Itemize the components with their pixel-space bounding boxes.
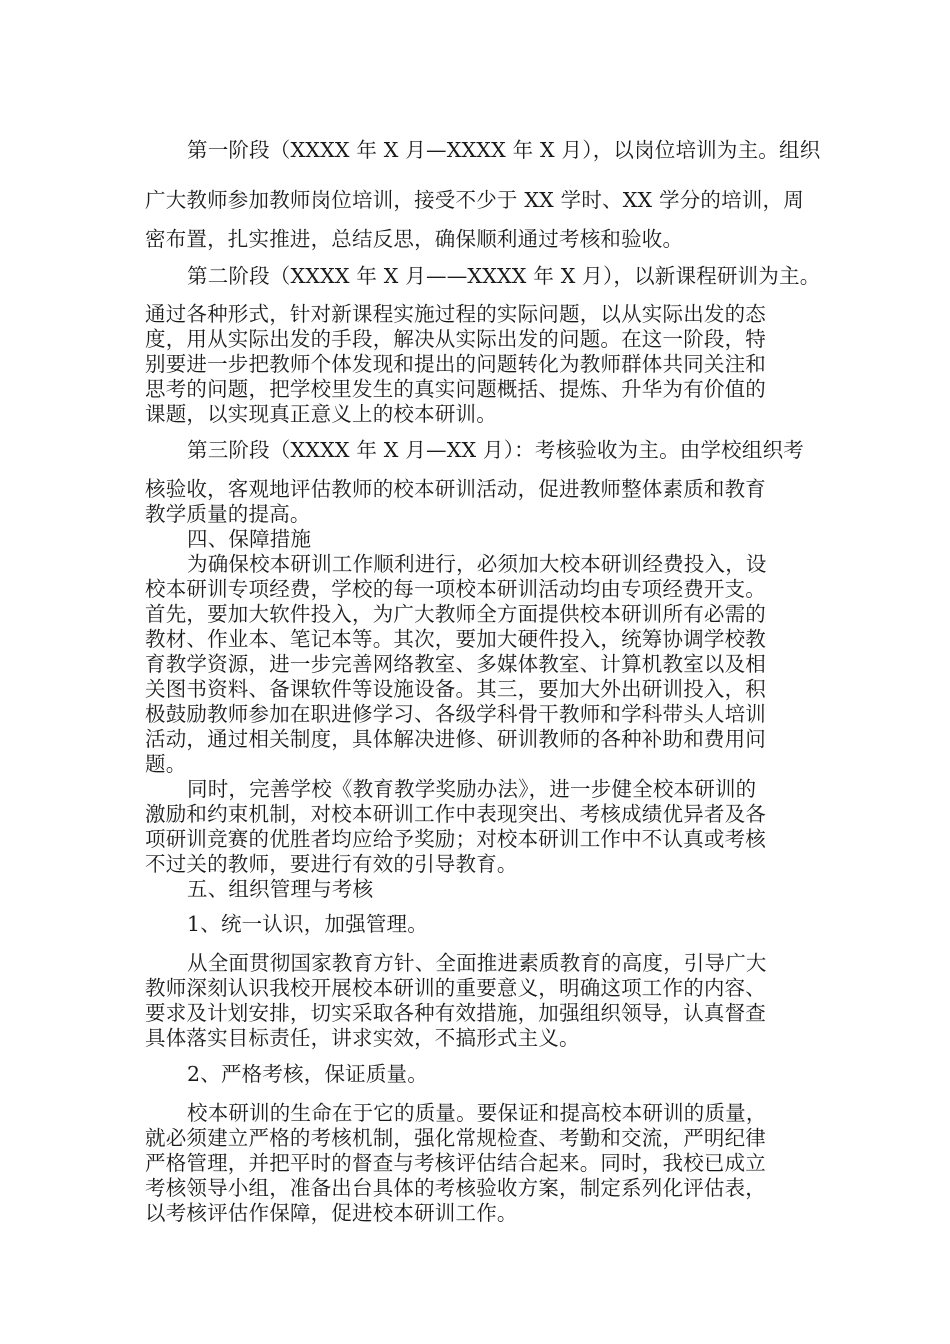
text-line: 激励和约束机制，对校本研训工作中表现突出、考核成绩优异者及各 [145, 802, 766, 826]
text-line: 考核领导小组，准备出台具体的考核验收方案，制定系列化评估表， [145, 1176, 766, 1200]
text-line: 思考的问题，把学校里发生的真实问题概括、提炼、升华为有价值的 [145, 377, 766, 401]
text-line: 教学质量的提高。 [145, 502, 311, 526]
text-line: 教师深刻认识我校开展校本研训的重要意义，明确这项工作的内容、 [145, 976, 766, 1000]
text-line: 教材、作业本、笔记本等。其次，要加大硬件投入，统筹协调学校教 [145, 627, 766, 651]
text-line: 项研训竞赛的优胜者均应给予奖励；对校本研训工作中不认真或考核 [145, 827, 766, 851]
text-line: 不过关的教师，要进行有效的引导教育。 [145, 852, 518, 876]
text-line: 第二阶段（XXXX 年 X 月——XXXX 年 X 月），以新课程研训为主。 [187, 264, 821, 288]
subsection-heading: 1、统一认识，加强管理。 [187, 912, 428, 936]
text-line: 从全面贯彻国家教育方针、全面推进素质教育的高度，引导广大 [187, 951, 767, 975]
text-line: 极鼓励教师参加在职进修学习、各级学科骨干教师和学科带头人培训 [145, 702, 766, 726]
section-heading: 四、保障措施 [187, 527, 312, 551]
text-line: 第三阶段（XXXX 年 X 月—XX 月）：考核验收为主。由学校组织考 [187, 438, 804, 462]
text-line: 通过各种形式，针对新课程实施过程的实际问题，以从实际出发的态 [145, 302, 766, 326]
text-line: 课题，以实现真正意义上的校本研训。 [145, 402, 497, 426]
text-line: 校本研训专项经费，学校的每一项校本研训活动均由专项经费开支。 [145, 577, 766, 601]
text-line: 要求及计划安排，切实采取各种有效措施，加强组织领导，认真督查 [145, 1001, 766, 1025]
text-line: 具体落实目标责任，讲求实效，不搞形式主义。 [145, 1026, 580, 1050]
text-line: 育教学资源，进一步完善网络教室、多媒体教室、计算机教室以及相 [145, 652, 766, 676]
text-line: 严格管理，并把平时的督查与考核评估结合起来。同时，我校已成立 [145, 1151, 766, 1175]
text-line: 就必须建立严格的考核机制，强化常规检查、考勤和交流，严明纪律 [145, 1126, 766, 1150]
text-line: 为确保校本研训工作顺利进行，必须加大校本研训经费投入，设 [187, 552, 767, 576]
text-line: 第一阶段（XXXX 年 X 月—XXXX 年 X 月），以岗位培训为主。组织 [187, 138, 821, 162]
section-heading: 五、组织管理与考核 [187, 877, 374, 901]
text-line: 密布置，扎实推进，总结反思，确保顺利通过考核和验收。 [145, 227, 684, 251]
text-line: 度，用从实际出发的手段，解决从实际出发的问题。在这一阶段，特 [145, 327, 766, 351]
text-line: 题。 [145, 752, 187, 776]
text-line: 校本研训的生命在于它的质量。要保证和提高校本研训的质量， [187, 1101, 767, 1125]
text-line: 同时，完善学校《教育教学奖励办法》，进一步健全校本研训的 [187, 777, 757, 801]
text-line: 别要进一步把教师个体发现和提出的问题转化为教师群体共同关注和 [145, 352, 766, 376]
text-line: 核验收，客观地评估教师的校本研训活动，促进教师整体素质和教育 [145, 477, 766, 501]
text-line: 关图书资料、备课软件等设施设备。其三，要加大外出研训投入，积 [145, 677, 766, 701]
text-line: 广大教师参加教师岗位培训，接受不少于 XX 学时、XX 学分的培训，周 [145, 188, 804, 212]
subsection-heading: 2、严格考核，保证质量。 [187, 1062, 428, 1086]
text-line: 活动，通过相关制度，具体解决进修、研训教师的各种补助和费用问 [145, 727, 766, 751]
text-line: 以考核评估作保障，促进校本研训工作。 [145, 1201, 518, 1225]
text-line: 首先，要加大软件投入，为广大教师全方面提供校本研训所有必需的 [145, 602, 766, 626]
